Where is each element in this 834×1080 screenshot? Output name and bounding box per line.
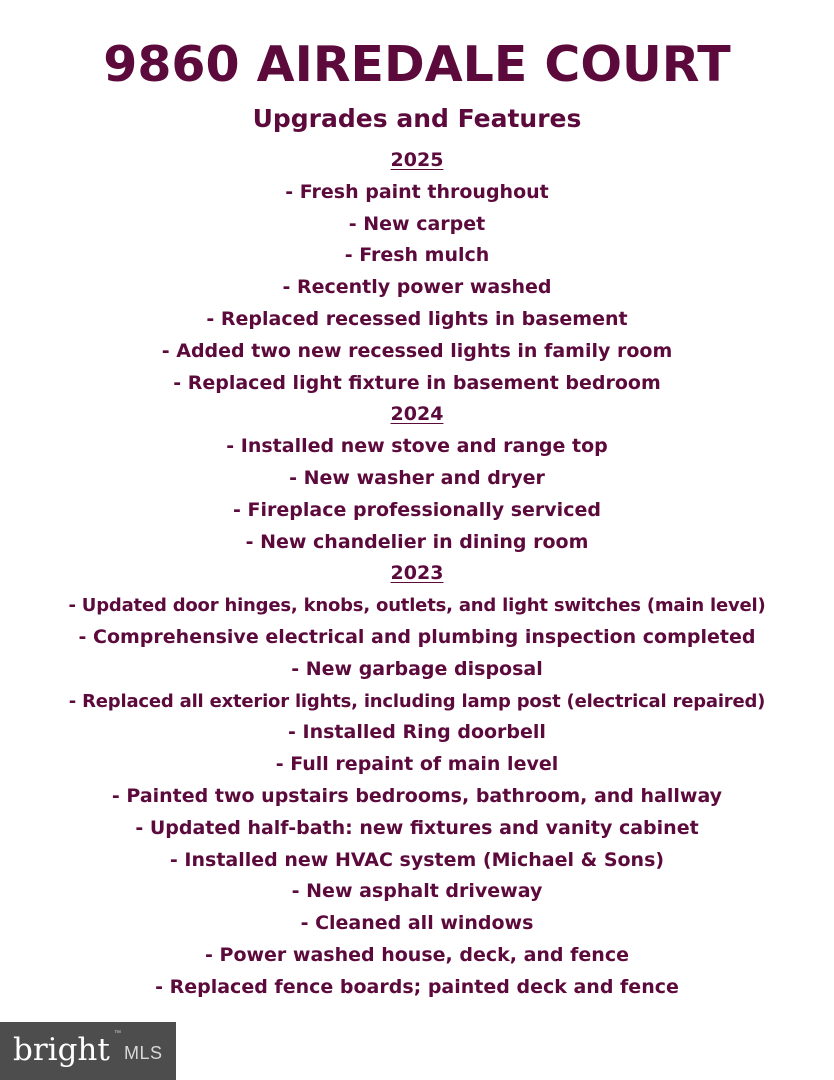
list-item: - New asphalt driveway (291, 880, 543, 903)
year-heading: 2023 (390, 562, 444, 585)
year-heading: 2025 (390, 149, 444, 171)
bright-mls-watermark (0, 1022, 176, 1080)
year-heading: 2024 (390, 403, 444, 426)
list-item: - Updated half-bath: new fixtures and vanity cabinet (135, 816, 699, 839)
list-item: - Replaced recessed lights in basement (206, 307, 628, 330)
list-item: - Fireplace professionally serviced (233, 498, 601, 521)
list-item: - New carpet (348, 212, 486, 235)
list-item: - Power washed house, deck, and fence (205, 943, 629, 966)
watermark-suffix: MLS (124, 1043, 163, 1063)
list-item: - Replaced light fixture in basement bedroom (173, 371, 661, 394)
list-item: - Added two new recessed lights in family room (161, 339, 673, 362)
list-item: - Replaced fence boards; painted deck and fence (155, 975, 679, 998)
list-item: - Fresh mulch (344, 244, 490, 267)
document-subtitle: Upgrades and Features (252, 104, 582, 133)
list-item: - Cleaned all windows (300, 912, 534, 935)
watermark-trademark: ™ (114, 1030, 121, 1037)
list-item: - Recently power washed (282, 276, 552, 299)
upgrades-list (0, 145, 834, 1004)
list-item: - Comprehensive electrical and plumbing inspection completed (78, 625, 756, 648)
list-item: - New washer and dryer (289, 466, 545, 489)
list-item: - Installed new stove and range top (226, 435, 608, 458)
document-title: 9860 AIREDALE COURT (103, 36, 731, 93)
watermark-brand: bright (13, 1032, 110, 1068)
list-item: - Installed new HVAC system (Michael & Sons) (169, 848, 665, 871)
list-item: - Updated door hinges, knobs, outlets, and light switches (main level) (68, 595, 766, 617)
list-item: - Fresh paint throughout (285, 180, 549, 203)
list-item: - Installed Ring doorbell (288, 721, 546, 744)
list-item: - New garbage disposal (291, 657, 543, 680)
list-item: - Replaced all exterior lights, including lamp post (electrical repaired) (68, 690, 766, 712)
list-item: - Painted two upstairs bedrooms, bathroom, and hallway (111, 784, 723, 807)
list-item: - New chandelier in dining room (245, 530, 589, 553)
list-item: - Full repaint of main level (275, 753, 559, 776)
